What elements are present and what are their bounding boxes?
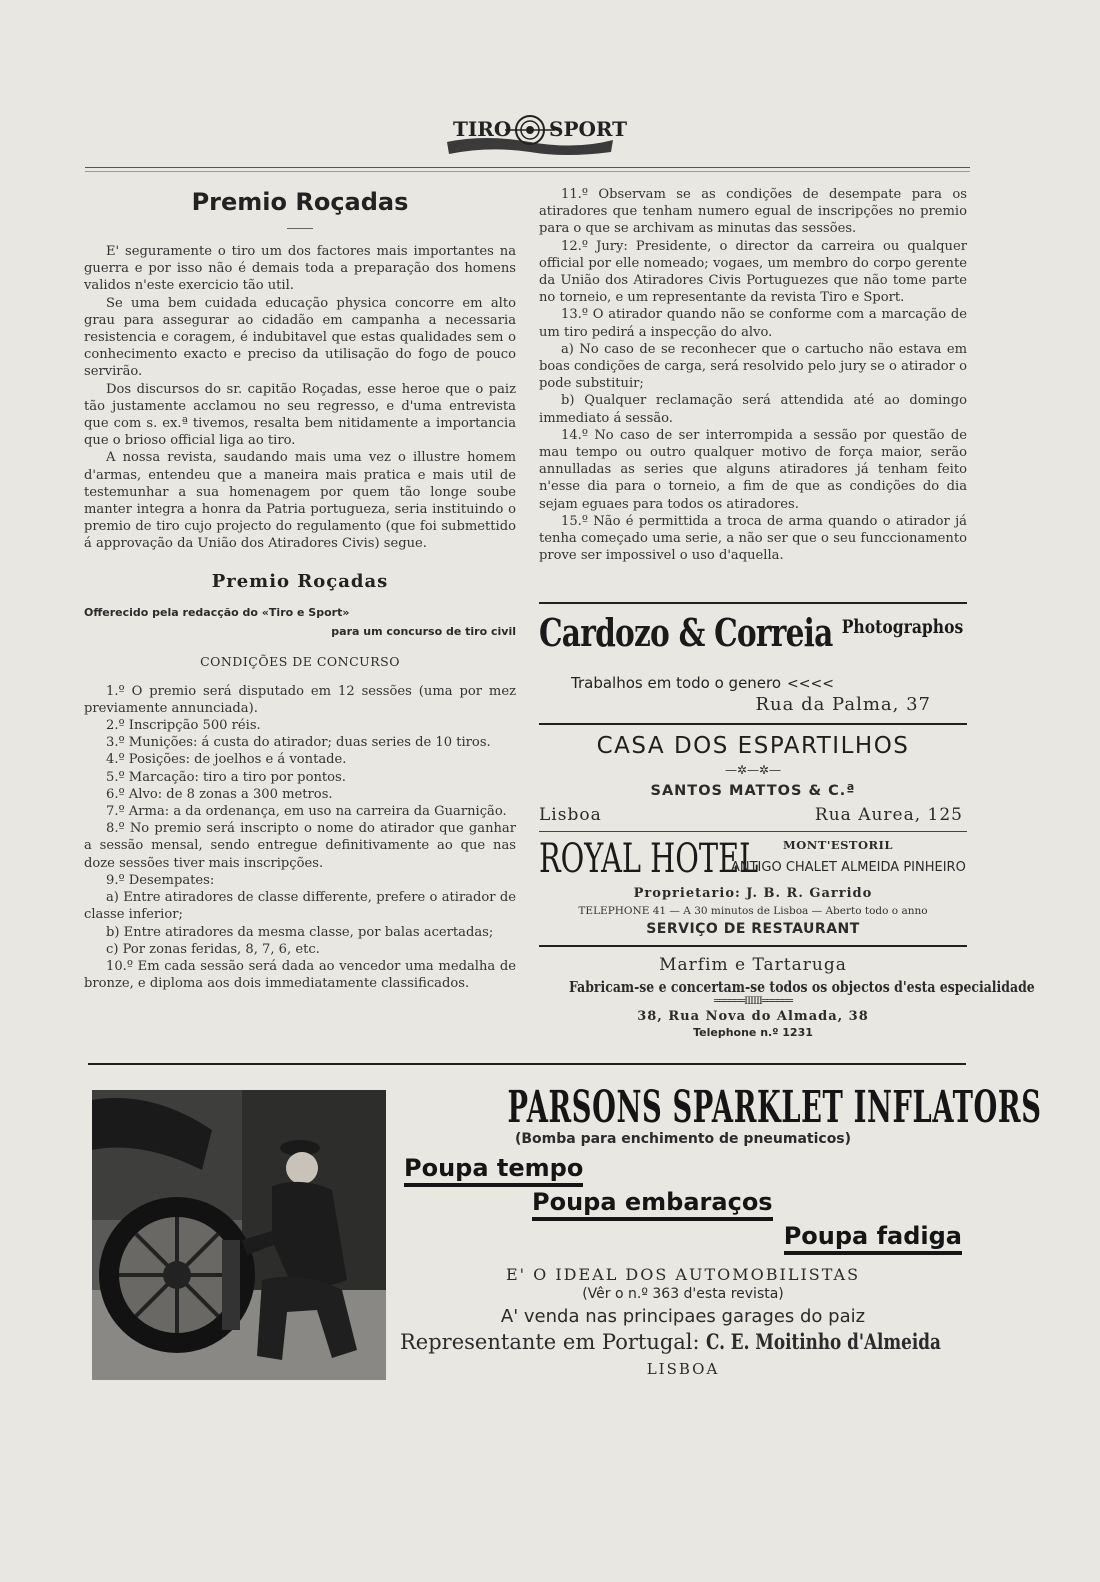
- ad-divider: [539, 945, 967, 947]
- ad-cardozo-address: Rua da Palma, 37: [755, 694, 931, 715]
- ad-parsons-slogan-text: Poupa fadiga: [784, 1222, 962, 1255]
- ad-parsons-slogan: [404, 1153, 966, 1183]
- ad-royal-name: ROYAL HOTEL: [539, 836, 759, 882]
- condition-item: b) Entre atiradores da mesma classe, por balas acertadas;: [106, 924, 494, 940]
- condition-item: 8.º No premio será inscripto o nome do atirador que ganhar a sessão mensal, sendo entregue definitivamente ao que nas doze sessões tiver mais inscripções.: [84, 821, 516, 871]
- condition-item: 6.º Alvo: de 8 zonas a 300 metros.: [106, 786, 333, 802]
- ads-column: [539, 602, 1035, 1039]
- ad-parsons-title: PARSONS SPARKLET INFLATORS: [507, 1082, 1042, 1133]
- ad-royal: [539, 836, 967, 886]
- ad-casa-street: Rua Aurea, 125: [814, 805, 963, 825]
- arrow-icon: <<<<: [787, 676, 834, 692]
- condition-item: 13.º O atirador quando não se conforme com a marcação de um tiro pedirá a inspecção do alvo.: [539, 307, 967, 340]
- ad-parsons-slogan-text: Poupa embaraços: [532, 1188, 773, 1221]
- offer-line: para um concurso de tiro civil: [331, 624, 516, 638]
- ad-royal-location: MONT'ESTORIL: [783, 838, 894, 852]
- ad-royal-owner: Proprietario: J. B. R. Garrido: [633, 886, 873, 901]
- ad-royal-chalet: ANTIGO CHALET ALMEIDA PINHEIRO: [731, 860, 966, 875]
- condition-item: 2.º Inscripção 500 réis.: [106, 718, 261, 734]
- ad-parsons-reference: (Vêr o n.º 363 d'esta revista): [582, 1286, 784, 1302]
- title-rule: [287, 228, 313, 229]
- article-title: Premio Roçadas: [191, 188, 409, 216]
- ornament-icon: ══════IIIIII══════: [714, 996, 792, 1007]
- paragraph: Se uma bem cuidada educação physica concorre em alto grau para assegurar ao cidadão em campanha a necessaria resistencia e coragem, é indubitavel que estas qualidades sem o conhecimento exacto e preciso da utilisação do fogo de pouco servirão.: [84, 295, 516, 380]
- ad-casa-firm: SANTOS MATTOS & C.ª: [650, 783, 856, 799]
- ad-parsons-slogan: [532, 1187, 966, 1217]
- article-right-column: [539, 186, 967, 564]
- ad-royal-service: SERVIÇO DE RESTAURANT: [646, 921, 860, 937]
- ad-marfim-telephone: Telephone n.º 1231: [693, 1026, 813, 1039]
- ad-casa-title: CASA DOS ESPARTILHOS: [596, 733, 910, 759]
- condition-item: 12.º Jury: Presidente, o director da carreira ou qualquer official por elle nomeado; vogaes, um membro do corpo gerente da União dos Atiradores Civis Portuguezes que não tome parte no torneio, e um representante da revista Tiro e Sport.: [539, 238, 967, 306]
- condition-item: 4.º Posições: de joelhos e á vontade.: [106, 752, 347, 768]
- ad-cardozo-name: Cardozo & Correia: [539, 610, 833, 655]
- ad-parsons-slogan: [400, 1221, 962, 1251]
- ad-cardozo-trade: Photographos: [841, 616, 963, 638]
- condition-item: 7.º Arma: a da ordenança, em uso na carreira da Guarnição.: [106, 804, 507, 820]
- ad-royal-telephone: TELEPHONE 41 — A 30 minutos de Lisboa — Aberto todo o anno: [578, 905, 928, 917]
- ad-parsons-subtitle: (Bomba para enchimento de pneumaticos): [514, 1131, 852, 1147]
- ad-casa-address: [539, 805, 963, 825]
- paragraph: A nossa revista, saudando mais uma vez o illustre homem d'armas, entendeu que a maneira mais pratica e mais util de testemunhar a sua homenagem por quem tão longe soube manter integra a honra da Patria portugueza, seria instituindo o premio de tiro cujo projecto do regulamento (que foi submettido á approvação da União dos Atiradores Civis) segue.: [84, 450, 516, 552]
- svg-text:TIRO: TIRO: [453, 117, 512, 141]
- ad-marfim-title: Marfim e Tartaruga: [659, 955, 847, 975]
- ad-parsons-rep-label: Representante em Portugal:: [400, 1330, 700, 1354]
- conditions-heading: CONDIÇÕES DE CONCURSO: [200, 653, 400, 669]
- condition-item: 1.º O premio será disputado em 12 sessões (uma por mez previamente annunciada).: [84, 683, 516, 716]
- condition-item: 11.º Observam se as condições de desempate para os atiradores que tenham numero egual de inscripções no premio para o que se archivam as minutas das sessões.: [539, 187, 967, 237]
- ad-parsons-sale: A' venda nas principaes garages do paiz: [500, 1306, 866, 1327]
- condition-item: c) Por zonas feridas, 8, 7, 6, etc.: [106, 941, 320, 957]
- offer-line: Offerecido pela redacção do «Tiro e Sport»: [84, 605, 350, 619]
- ad-cardozo: [539, 604, 967, 664]
- ad-parsons-slogan-text: Poupa tempo: [404, 1154, 583, 1187]
- condition-item: 14.º No caso de ser interrompida a sessão por questão de mau tempo ou outro qualquer motivo de força maior, serão annulladas as series que alguns atiradores já tenham feito n'esse dia para o torneio, a fim de que as condições do dia sejam eguaes para todos os atiradores.: [539, 427, 967, 512]
- ad-parsons-representative: [400, 1329, 966, 1354]
- ad-divider: [539, 831, 967, 832]
- ad-marfim-address: 38, Rua Nova do Almada, 38: [637, 1009, 869, 1024]
- photo-illustration: [92, 1090, 386, 1380]
- header-rule-thin: [85, 171, 970, 172]
- condition-item: 10.º Em cada sessão será dada ao vencedor uma medalha de bronze, e diploma aos dois immediatamente classificados.: [84, 958, 516, 992]
- paragraph: E' seguramente o tiro um dos factores mais importantes na guerra e por isso não é demais toda a preparação dos homens validos n'este exercicio tão util.: [84, 244, 516, 294]
- ad-marfim-subtitle: Fabricam-se e concertam-se todos os objectos d'esta especialidade: [568, 979, 1035, 996]
- svg-text:SPORT: SPORT: [549, 117, 628, 141]
- ad-divider: [539, 723, 967, 725]
- condition-item: a) Entre atiradores de classe differente, prefere o atirador de classe inferior;: [84, 890, 516, 923]
- ad-parsons-city: LISBOA: [646, 1360, 720, 1378]
- photo-mechanic-tyre: [92, 1090, 386, 1380]
- ad-parsons-ideal: E' O IDEAL DOS AUTOMOBILISTAS: [505, 1265, 861, 1284]
- bottom-ad-rule: [88, 1063, 966, 1065]
- condition-item: 9.º Desempates:: [106, 872, 215, 888]
- paragraph: Dos discursos do sr. capitão Roçadas, esse heroe que o paiz tão justamente acclamou no seu regresso, e d'uma entrevista que com s. ex.ª tivemos, resalta bem nitidamente a importancia que o brioso official liga ao tiro.: [84, 381, 516, 449]
- condition-item: 3.º Munições: á custa do atirador; duas series de 10 tiros.: [106, 735, 491, 751]
- rules-title: Premio Roçadas: [211, 570, 389, 592]
- ornament-icon: —✲—✲—: [724, 763, 782, 777]
- ad-cardozo-work: [571, 674, 967, 692]
- ad-parsons: [400, 1082, 1042, 1378]
- article-left-column: [84, 180, 516, 992]
- condition-item: a) No caso de se reconhecer que o cartucho não estava em boas condições de carga, será resolvido pelo jury se o atirador o pode substituir;: [539, 341, 967, 392]
- ad-casa-city: Lisboa: [539, 805, 602, 825]
- target-logo-icon: [445, 112, 628, 158]
- condition-item: 15.º Não é permittida a troca de arma quando o atirador já tenha começado uma serie, a não ser que o seu funccionamento prove ser impossivel o uso d'aquella.: [539, 513, 967, 564]
- ad-cardozo-work-text: Trabalhos em todo o genero: [571, 674, 782, 692]
- ad-parsons-rep-name: C. E. Moitinho d'Almeida: [706, 1329, 942, 1354]
- condition-item: b) Qualquer reclamação será attendida até ao domingo immediato á sessão.: [539, 393, 967, 426]
- header-rule: [85, 167, 970, 168]
- masthead-logo: [445, 112, 628, 158]
- condition-item: 5.º Marcação: tiro a tiro por pontos.: [106, 769, 346, 785]
